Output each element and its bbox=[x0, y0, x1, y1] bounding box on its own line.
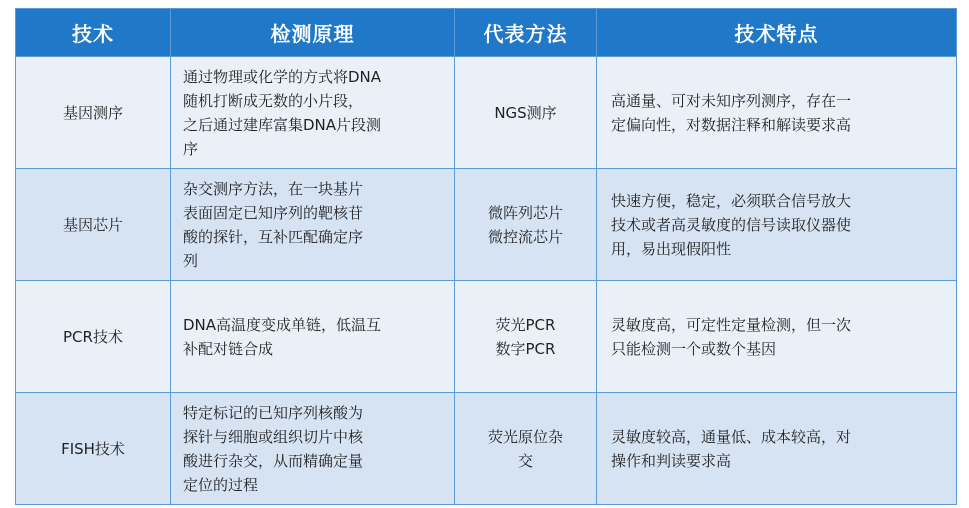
principle-line: 之后通过建库富集DNA片段测 bbox=[183, 115, 382, 134]
method-line: 微阵列芯片 bbox=[487, 203, 563, 222]
technique-cell: FISH技术 bbox=[16, 393, 171, 505]
method-line: 交 bbox=[517, 451, 533, 470]
principle-cell bbox=[171, 57, 455, 169]
features-cell bbox=[597, 169, 957, 281]
features-line: 技术或者高灵敏度的信号读取仪器使 bbox=[611, 215, 852, 234]
technique-cell: PCR技术 bbox=[16, 281, 171, 393]
table-row bbox=[16, 281, 957, 393]
method-line: 微控流芯片 bbox=[487, 227, 563, 246]
principle-line: 序 bbox=[183, 139, 199, 158]
principle-line: 探针与细胞或组织切片中核 bbox=[183, 427, 364, 446]
method-cell bbox=[455, 281, 597, 393]
method-cell bbox=[455, 393, 597, 505]
comparison-table-container bbox=[15, 8, 956, 505]
features-line: 用，易出现假阳性 bbox=[611, 239, 732, 258]
principle-line: 定位的过程 bbox=[183, 475, 259, 494]
principle-line: DNA高温度变成单链，低温互 bbox=[183, 315, 382, 334]
principle-cell bbox=[171, 169, 455, 281]
table-row bbox=[16, 393, 957, 505]
principle-cell bbox=[171, 281, 455, 393]
features-line: 高通量、可对未知序列测序，存在一 bbox=[611, 91, 852, 110]
principle-line: 通过物理或化学的方式将DNA bbox=[183, 67, 382, 86]
principle-line: 列 bbox=[183, 251, 199, 270]
table-row bbox=[16, 57, 957, 169]
method-line: 数字PCR bbox=[495, 339, 556, 358]
features-cell bbox=[597, 393, 957, 505]
principle-line: 随机打断成无数的小片段， bbox=[183, 91, 364, 110]
method-line: 荧光PCR bbox=[495, 315, 556, 334]
principle-line: 表面固定已知序列的靶核苷 bbox=[183, 203, 364, 222]
principle-line: 补配对链合成 bbox=[183, 339, 274, 358]
features-line: 定偏向性，对数据注释和解读要求高 bbox=[611, 115, 852, 134]
features-line: 只能检测一个或数个基因 bbox=[611, 339, 777, 358]
features-line: 操作和判读要求高 bbox=[611, 451, 732, 470]
header-features: 技术特点 bbox=[597, 9, 957, 57]
principle-line: 杂交测序方法，在一块基片 bbox=[183, 179, 364, 198]
features-cell bbox=[597, 57, 957, 169]
features-line: 快速方便，稳定，必须联合信号放大 bbox=[611, 191, 852, 210]
principle-line: 特定标记的已知序列核酸为 bbox=[183, 403, 364, 422]
comparison-table bbox=[15, 8, 957, 505]
header-method: 代表方法 bbox=[455, 9, 597, 57]
features-line: 灵敏度较高，通量低、成本较高，对 bbox=[611, 427, 852, 446]
method-line: NGS测序 bbox=[494, 103, 557, 122]
features-line: 灵敏度高，可定性定量检测，但一次 bbox=[611, 315, 852, 334]
principle-line: 酸进行杂交，从而精确定量 bbox=[183, 451, 364, 470]
table-header-row bbox=[16, 9, 957, 57]
method-cell bbox=[455, 169, 597, 281]
method-cell bbox=[455, 57, 597, 169]
method-line: 荧光原位杂 bbox=[487, 427, 563, 446]
technique-cell: 基因芯片 bbox=[16, 169, 171, 281]
header-technique: 技术 bbox=[16, 9, 171, 57]
features-cell bbox=[597, 281, 957, 393]
header-principle: 检测原理 bbox=[171, 9, 455, 57]
principle-line: 酸的探针，互补匹配确定序 bbox=[183, 227, 364, 246]
technique-cell: 基因测序 bbox=[16, 57, 171, 169]
table-row bbox=[16, 169, 957, 281]
principle-cell bbox=[171, 393, 455, 505]
